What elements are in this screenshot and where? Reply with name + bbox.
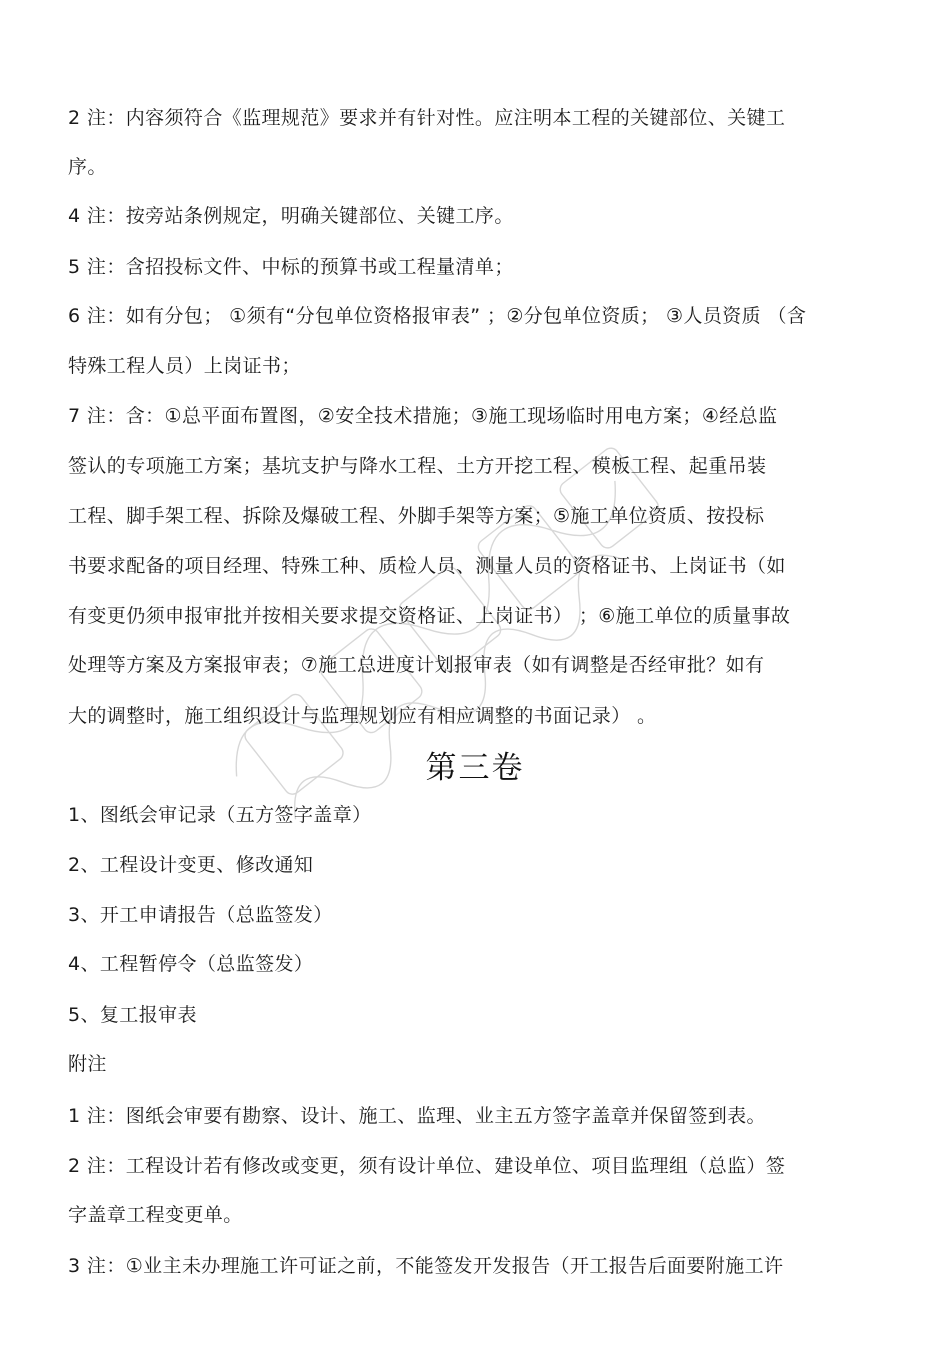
list-item: 4、工程暂停令（总监签发）	[68, 953, 314, 975]
list-item: 2、工程设计变更、修改通知	[68, 854, 314, 876]
text-line: 处理等方案及方案报审表；⑦施工总进度计划报审表（如有调整是否经审批？如有	[68, 654, 765, 676]
text-line: 签认的专项施工方案；基坑支护与降水工程、土方开挖工程、模板工程、起重吊装	[68, 455, 767, 477]
text-line: 2 注：工程设计若有修改或变更，须有设计单位、建设单位、项目监理组（总监）签	[68, 1155, 786, 1177]
text-line: 字盖章工程变更单。	[68, 1204, 243, 1226]
text-line: 大的调整时，施工组织设计与监理规划应有相应调整的书面记录） 。	[68, 705, 657, 727]
text-line: 1 注：图纸会审要有勘察、设计、施工、监理、业主五方签字盖章并保留签到表。	[68, 1105, 766, 1127]
text-line: 工程、脚手架工程、拆除及爆破工程、外脚手架等方案；⑤施工单位资质、按投标	[68, 505, 765, 527]
subheading-note: 附注	[68, 1053, 107, 1075]
diagonal-watermark	[160, 360, 760, 920]
section-heading: 第三卷	[425, 750, 525, 786]
text-line: 序。	[68, 156, 107, 178]
list-item: 5、复工报审表	[68, 1004, 197, 1026]
text-line: 特殊工程人员）上岗证书；	[68, 355, 301, 377]
text-line: 5 注：含招投标文件、中标的预算书或工程量清单；	[68, 256, 514, 278]
text-line: 有变更仍须申报审批并按相关要求提交资格证、上岗证书） ；⑥施工单位的质量事故	[68, 605, 791, 627]
text-line: 书要求配备的项目经理、特殊工种、质检人员、测量人员的资格证书、上岗证书（如	[68, 555, 786, 577]
text-line: 2 注：内容须符合《监理规范》要求并有针对性。应注明本工程的关键部位、关键工	[68, 107, 786, 129]
text-line: 7 注：含：①总平面布置图，②安全技术措施；③施工现场临时用电方案；④经总监	[68, 405, 778, 427]
list-item: 1、图纸会审记录（五方签字盖章）	[68, 804, 372, 826]
text-line: 3 注：①业主未办理施工许可证之前，不能签发开发报告（开工报告后面要附施工许	[68, 1255, 784, 1277]
text-line: 4 注：按旁站条例规定，明确关键部位、关键工序。	[68, 205, 514, 227]
text-line: 6 注：如有分包； ①须有“分包单位资格报审表” ；②分包单位资质； ③人员资质 （含	[68, 305, 807, 327]
list-item: 3、开工申请报告（总监签发）	[68, 904, 333, 926]
